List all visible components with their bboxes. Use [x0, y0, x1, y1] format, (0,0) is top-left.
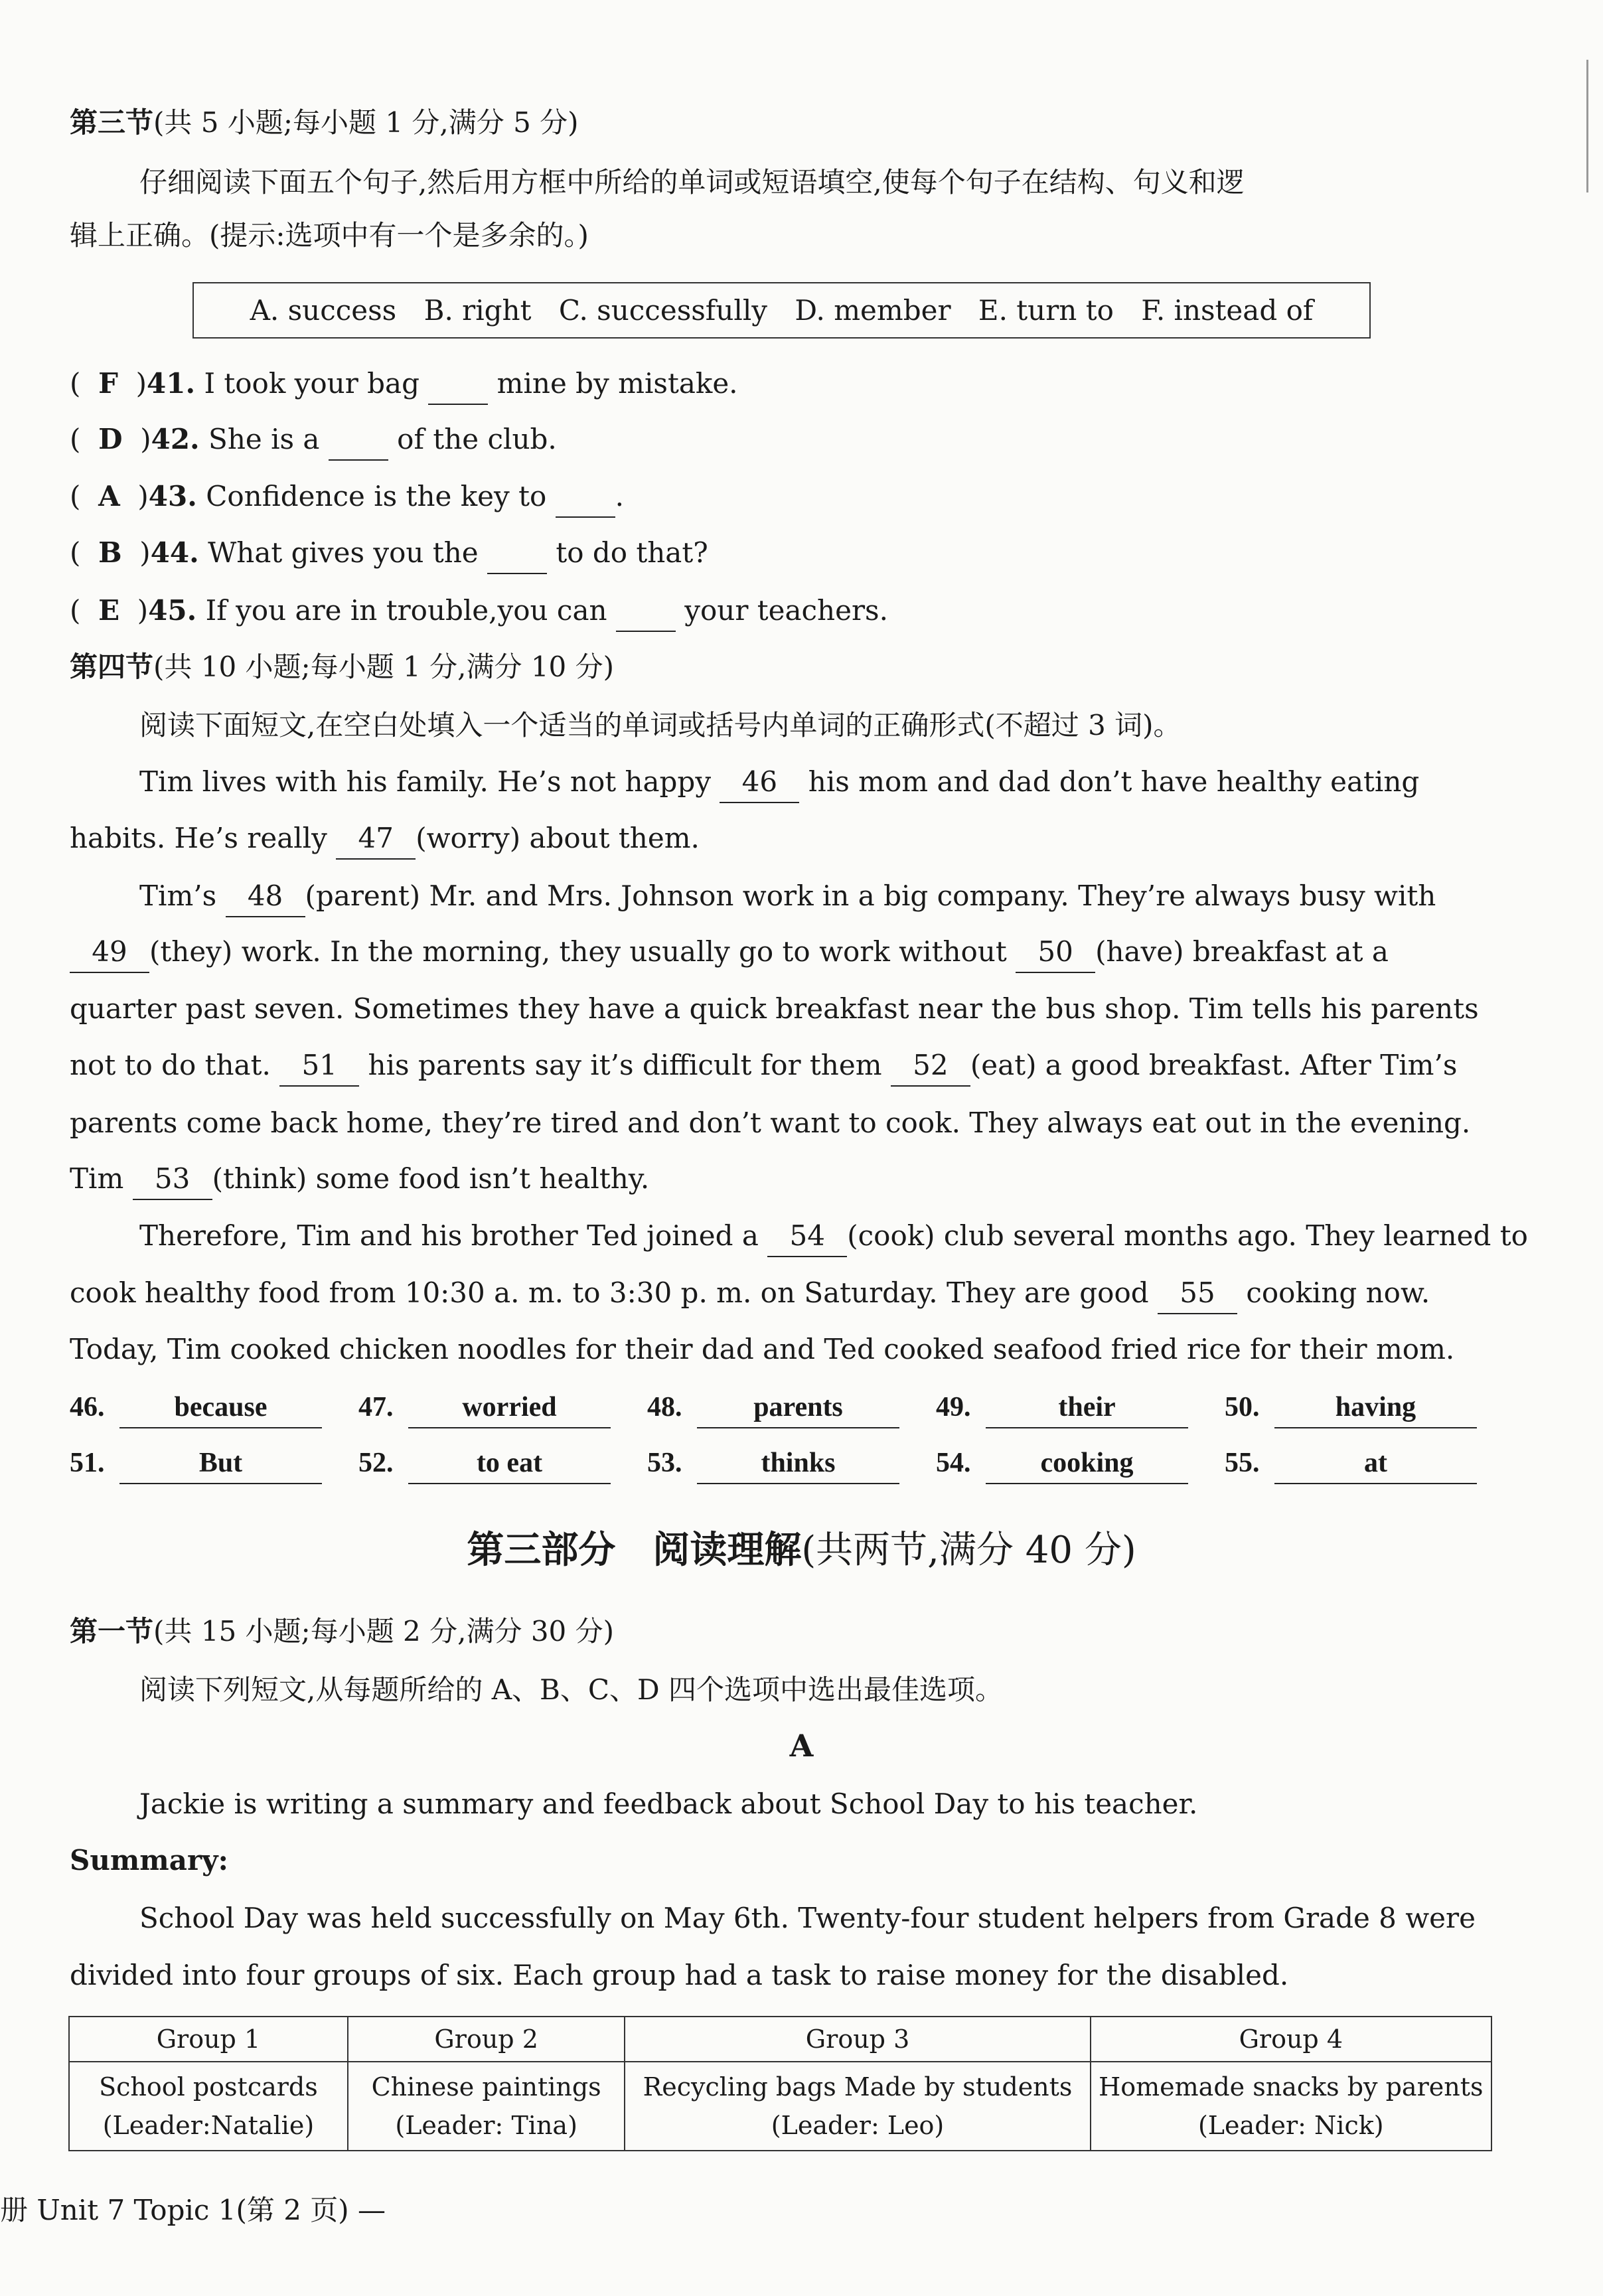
part3-title: 第三部分 阅读理解(共两节,满分 40 分) — [467, 1528, 1136, 1572]
answer-item: 54. cooking — [936, 1443, 1188, 1484]
section3-instruction-line1: 仔细阅读下面五个句子,然后用方框中所给的单词或短语填空,使每个句子在结构、句义和逻 — [139, 166, 1245, 198]
blank — [428, 364, 488, 405]
passage-line: quarter past seven. Sometimes they have a quick breakfast near the bus shop. Tim tells his parents — [70, 992, 1479, 1025]
blank-49: 49 — [70, 932, 149, 973]
answer-item: 53. thinks — [647, 1443, 899, 1484]
section4-instruction: 阅读下面短文,在空白处填入一个适当的单词或括号内单词的正确形式(不超过 3 词)。 — [139, 709, 1182, 741]
blank-54: 54 — [767, 1216, 847, 1257]
answer-item: 50. having — [1225, 1387, 1477, 1428]
passage-line: 49 (they) work. In the morning, they usually go to work without 50 (have) breakfast at a — [70, 932, 1493, 973]
blank-46: 46 — [720, 762, 799, 803]
blank-55: 55 — [1158, 1273, 1237, 1314]
question-45: ( E )45. If you are in trouble,you can your teachers. — [70, 591, 1493, 632]
section4-heading: 第四节(共 10 小题;每小题 1 分,满分 10 分) — [70, 651, 615, 683]
blank — [487, 533, 547, 574]
passage-line: Tim lives with his family. He’s not happy 46 his mom and dad don’t have healthy eating — [139, 762, 1493, 803]
table-cell: School postcards (Leader:Natalie) — [69, 2062, 348, 2151]
blank — [329, 420, 388, 461]
passage-label: A — [789, 1728, 814, 1764]
summary-line1: School Day was held successfully on May 6th. Twenty-four student helpers from Grade 8 were — [139, 1902, 1476, 1934]
table-header-cell: Group 2 — [348, 2017, 625, 2062]
section3-instruction-line2: 辑上正确。(提示:选项中有一个是多余的。) — [70, 219, 589, 252]
part3-section1-instruction: 阅读下列短文,从每题所给的 A、B、C、D 四个选项中选出最佳选项。 — [139, 1673, 1004, 1706]
word-options-box — [192, 282, 1371, 339]
answer-41: F — [98, 367, 118, 400]
table-header-cell: Group 4 — [1091, 2017, 1491, 2062]
blank — [616, 591, 676, 632]
groups-table — [68, 2016, 1492, 2151]
option-d: D. member — [795, 294, 951, 327]
option-e: E. turn to — [978, 294, 1114, 327]
passage-intro: Jackie is writing a summary and feedback about School Day to his teacher. — [139, 1788, 1198, 1820]
blank-52: 52 — [891, 1045, 970, 1087]
table-header-cell: Group 1 — [69, 2017, 348, 2062]
table-cell: Homemade snacks by parents (Leader: Nick) — [1091, 2062, 1491, 2151]
question-42: ( D )42. She is a of the club. — [70, 420, 1493, 461]
passage-line: habits. He’s really 47 (worry) about them. — [70, 818, 1493, 860]
option-a: A. success — [250, 294, 397, 327]
question-44: ( B )44. What gives you the to do that? — [70, 533, 1493, 574]
answer-item: 48. parents — [647, 1387, 899, 1428]
blank-48: 48 — [226, 876, 305, 917]
answer-43: A — [98, 480, 120, 512]
page-edge-mark — [1586, 60, 1603, 192]
table-row — [69, 2062, 1491, 2151]
answer-item: 46. because — [70, 1387, 322, 1428]
part3-section1-heading: 第一节(共 15 小题;每小题 2 分,满分 30 分) — [70, 1615, 615, 1647]
option-f: F. instead of — [1141, 294, 1314, 327]
summary-label: Summary: — [70, 1844, 228, 1876]
table-header-row — [69, 2017, 1491, 2062]
answer-item: 51. But — [70, 1443, 322, 1484]
passage-line: cook healthy food from 10:30 a. m. to 3:30 p. m. on Saturday. They are good 55 cooking now. — [70, 1273, 1493, 1314]
blank-53: 53 — [133, 1159, 212, 1200]
answer-item: 49. their — [936, 1387, 1188, 1428]
section3-heading: 第三节(共 5 小题;每小题 1 分,满分 5 分) — [70, 106, 579, 139]
answer-45: E — [98, 594, 120, 627]
answer-44: B — [98, 536, 122, 569]
table-cell: Recycling bags Made by students (Leader: Leo) — [625, 2062, 1090, 2151]
question-43: ( A )43. Confidence is the key to . — [70, 477, 1493, 518]
summary-line2: divided into four groups of six. Each group had a task to raise money for the disabled. — [70, 1959, 1289, 1991]
passage-line: parents come back home, they’re tired and don’t want to cook. They always eat out in the evening. — [70, 1107, 1471, 1139]
blank-51: 51 — [279, 1045, 359, 1087]
passage-line: Tim’s 48 (parent) Mr. and Mrs. Johnson work in a big company. They’re always busy with — [139, 876, 1493, 917]
answer-item: 52. to eat — [358, 1443, 611, 1484]
answer-42: D — [98, 423, 123, 455]
blank-47: 47 — [336, 818, 416, 860]
blank — [556, 477, 615, 518]
table-header-cell: Group 3 — [625, 2017, 1090, 2062]
passage-line: Tim 53 (think) some food isn’t healthy. — [70, 1159, 1493, 1200]
option-b: B. right — [423, 294, 532, 327]
answer-item: 47. worried — [358, 1387, 611, 1428]
question-41: ( F )41. I took your bag mine by mistake. — [70, 364, 1493, 405]
answer-item: 55. at — [1225, 1443, 1477, 1484]
option-c: C. successfully — [558, 294, 767, 327]
table-cell: Chinese paintings (Leader: Tina) — [348, 2062, 625, 2151]
passage-line: not to do that. 51 his parents say it’s difficult for them 52 (eat) a good breakfast. After Tim’s — [70, 1045, 1493, 1087]
page-footer: 册 Unit 7 Topic 1(第 2 页) — — [0, 2194, 386, 2226]
blank-50: 50 — [1016, 932, 1095, 973]
passage-line: Therefore, Tim and his brother Ted joined a 54 (cook) club several months ago. They learned to — [139, 1216, 1493, 1257]
passage-line: Today, Tim cooked chicken noodles for their dad and Ted cooked seafood fried rice for their mom. — [70, 1333, 1455, 1365]
